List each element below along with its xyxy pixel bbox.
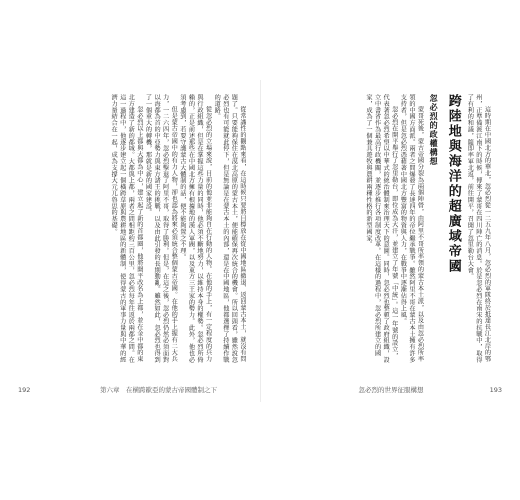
paragraph: 但是蒙古帝國中的有力人物，卻也認為將來必須統合整個蒙古帝國。在他的手上握有二大兵力，一二六四年，忽必烈擊退了阿里不哥，取得了勝利。但是，在這之後，忽必烈仍然必須面對以海都為首的中亞勢力與東方諸王的挑戰，以及由此引發的長期動亂。雖然如此，忽必烈也得到了一個重大的轉機，那就是新的國家建設。 [144,94,178,363]
section-title: 忽必烈的政權構想 [429,94,440,166]
page-number: 192 [18,386,31,394]
paragraph: 從常識性的觀點來看，在這時候只要將目標放在從中國地區撤退、返回蒙古本土，就沒有問題了。只要能夠保住在漠北高原的蒙古本土，便能確保再次統合的機會。所以回頭看，雖然說忽必烈也有可能就此停下，但是無論是在蒙古本土的內部，還是在中國地區，他都選擇了持續作戰的道路。 [213,94,246,363]
left-page [12,80,261,402]
chapter-title: 跨陸地與海洋的超廣域帝國 [445,94,461,274]
book-spread [12,80,508,402]
left-text-block [28,94,246,364]
page-number: 193 [489,386,502,394]
right-page [261,80,509,402]
running-header: 忽必烈的世界征服構想 [358,386,424,394]
paragraph: 蒙哥死後，蒙古帝國分裂為兩個陣營，由阿里不哥所率領的蒙古本土派，以及由忽必烈所率領的中國方面派。兩者之間爆發了長達四年的帝位繼承戰爭。雖然阿里不哥在蒙古本土擁有許多支持者，但是忽必烈憑藉著中國北方豐富的物資與人力，在戰爭中逐漸佔得上風。 [399,94,424,363]
running-header: 第六章 在横跨歐亞的蒙古帝國體制之下 [100,386,217,394]
paragraph: 從忽必烈的立場來說，目前的他並非能夠自在行動的人物。在他的手上，有一定程度的兵力與行政組織，但是在掌握這些力量的同時，他必須不斷地努力，以維持本身的權勢。忽必烈所倚賴的，正是前述那些在中國北方擁有根據地的漢人軍閥，以及東方三王家的勢力。此外，他也必須考慮到，若要守護蒙古大體制的話，便不能夠置之不理。 [178,94,212,363]
paragraph: 這時期在中國北方的華北，忽必烈從一二五九年八月，忽必烈的軍隊終於抵達長江北岸的鄂州，正準備渡江南下的時候，傳來了蒙哥在四川陣亡的消息。於是忽必烈在南宋的抗戰中，取得了有利的和議，隨即率軍北返，前往開平，召開了忽里勒台大會。 [466,94,491,363]
paragraph: 忽必烈以上都與大都為中心，建立起了新的首都圈，他將開平改名為上都，並在金中都的東北方建造了新的都城。大都與上都，兩者之間相距約三百公里，忽必烈每年往返於兩都之間。在這一過程中，他逐步建立起一個橫跨草原與農耕地區的新體制，使得蒙古的軍事力量與中華的經濟力量結合在一起，成為支撐大元兀魯思的基礎。 [110,94,143,363]
right-text-block [279,94,491,364]
paragraph: 忽必烈在開平舉行了忽里勒台，即位成為大汗，並建立了年號「中統」。這一年號的設立，代表著忽必烈希望以中華式的統治體制來治理天下的意圖。同時，忽必烈也整頓了政府組織，設立中書省作為最高行政機關，並逐步推行各項制度改革。在這樣的過程中，忽必烈所建立的國家，成為了一個兼具遊牧與農耕兩種性格的新型國家。 [364,94,398,363]
